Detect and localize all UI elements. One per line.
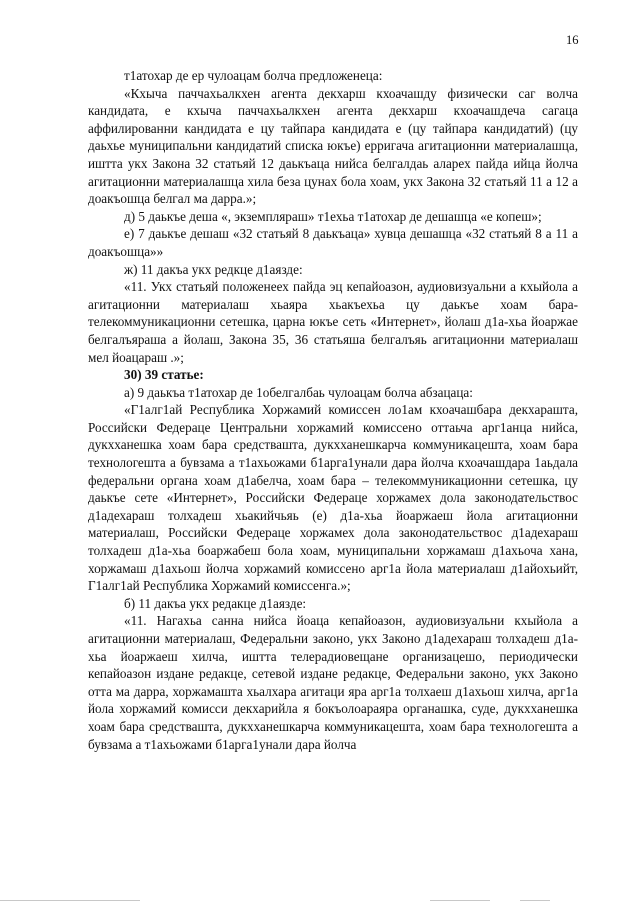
paragraph-e: е) 7 даькъе дешаш «32 статьяй 8 даькъаца» хувца дешашца «32 статьяй 8 а 11 а доакъошца»» <box>88 226 578 259</box>
scan-artifact-line <box>520 900 550 901</box>
paragraph-zh: ж) 11 дакъа укх редкце д1аязде: <box>124 261 303 277</box>
paragraph-quote-commission: «Г1алг1ай Республика Хоржамий комиссен ло1ам кхоачашбара декхарашта, Российски Федераце Центральни хоржамий комиссено оттаьча арг1анца нийса, дукхханешка хоам бара средствашта, дукхханешкарча коммуникацешта, хоам бара технологешта а бувзама а т1ахьожами б1арга1унали дара йолча кхоачашдара 1аьдала федеральни органа хоам д1абелча, хоам бара – телекоммуникационни сетешка, цу даькъе сете «Интернет», Российски Федераце хоржамех дола законодательствос д1адехараш толхадеш хьакийчьяь (е) д1а-хьа йоаржаеш йола агитационни материалаш, Российски Федераце хоржамех дола законодательствос д1адехараш толхадеш д1а-хьа боаржабеш бола хоам, муниципальни хоржамаш д1ахьоча хана, хоржамаш д1ахьош йолча хоржамий комиссено арг1а йола материалаш д1айохьийт, Г1алг1ай Республика Хоржамий комиссенга.»; <box>88 402 578 594</box>
scan-artifact-line <box>430 900 490 901</box>
paragraph-a: а) 9 даькъа т1атохар де 1обелгалбаь чулоацам болча абзацаца: <box>124 384 473 400</box>
paragraph-intro: т1атохар де ер чулоацам болча предложенеца: <box>124 68 383 83</box>
paragraph-d: д) 5 даькъе деша «, экземпляраш» т1ехьа т1атохар де дешашца «е копеш»; <box>124 208 542 224</box>
page-number: 16 <box>566 33 579 47</box>
section-heading-30: 30) 39 статье: <box>124 367 204 383</box>
scan-artifact-line <box>0 900 140 901</box>
paragraph-quote-agent: «Кхыча паччахьалкхен агента декхарш кхоачашду физически саг волча кандидата, е кхыча паччахьалкхен агента декхарш кхоачашдеча сагаца аффилированни кандидата е цу тайпара кандидата е (цу тайпара кандидатий) (цу даьхье муниципальни кандидатий списка юкъе) ерригача агитационни материалашца, иштта укх Закона 32 статьяй 12 даькъаца нийса белгалдаь аларех пайда ийца йолча агитационни материалашца хила беза цунах бола хоам, укх Закона 32 статьяй 11 а 12 а доакъошца белгал ма дарра.»; <box>88 85 578 207</box>
paragraph-quote-11: «11. Укх статьяй положенеех пайда эц кепайоазон, аудиовизуальни а кхыйола а агитационни материалаш хьаяра хьакъехьа цу даькъе хоам бара-телекоммуникационни сетешка, царна юкъе сеть «Интернет», йолаш д1а-хьа йоаржае белгалъяраша а йолаш, Закона 35, 36 статьяша белгалъяь агитационни материалаш мел йоацараш .»; <box>88 279 578 365</box>
document-body <box>88 67 578 753</box>
paragraph-b: б) 11 дакъа укх редакце д1аязде: <box>124 595 307 611</box>
paragraph-quote-11-b: «11. Нагахьа санна нийса йоаца кепайоазон, аудиовизуальни кхыйола а агитационни материалаш, Федеральни законо, укх Законо д1адехараш толхадеш д1а-хьа йоаржаеш хилча, иштта телерадиовещане организацешо, периодически кепайоазон издане редакце, сетевой издане редакце, Федеральни законо, укх Законо отта ма дарра, хоржамашта хьалхара агитаци яра арг1а толхаеш д1ахьош хилча, арг1а йола хоржамий комисси декхарийла я бокъолоараяра органашка, суде, дукхханешка хоам бара средствашта, дукхханешкарча коммуникацешта, хоам бара технологешта а бувзама а т1ахьожами б1арга1унали дара йолча <box>88 613 578 752</box>
